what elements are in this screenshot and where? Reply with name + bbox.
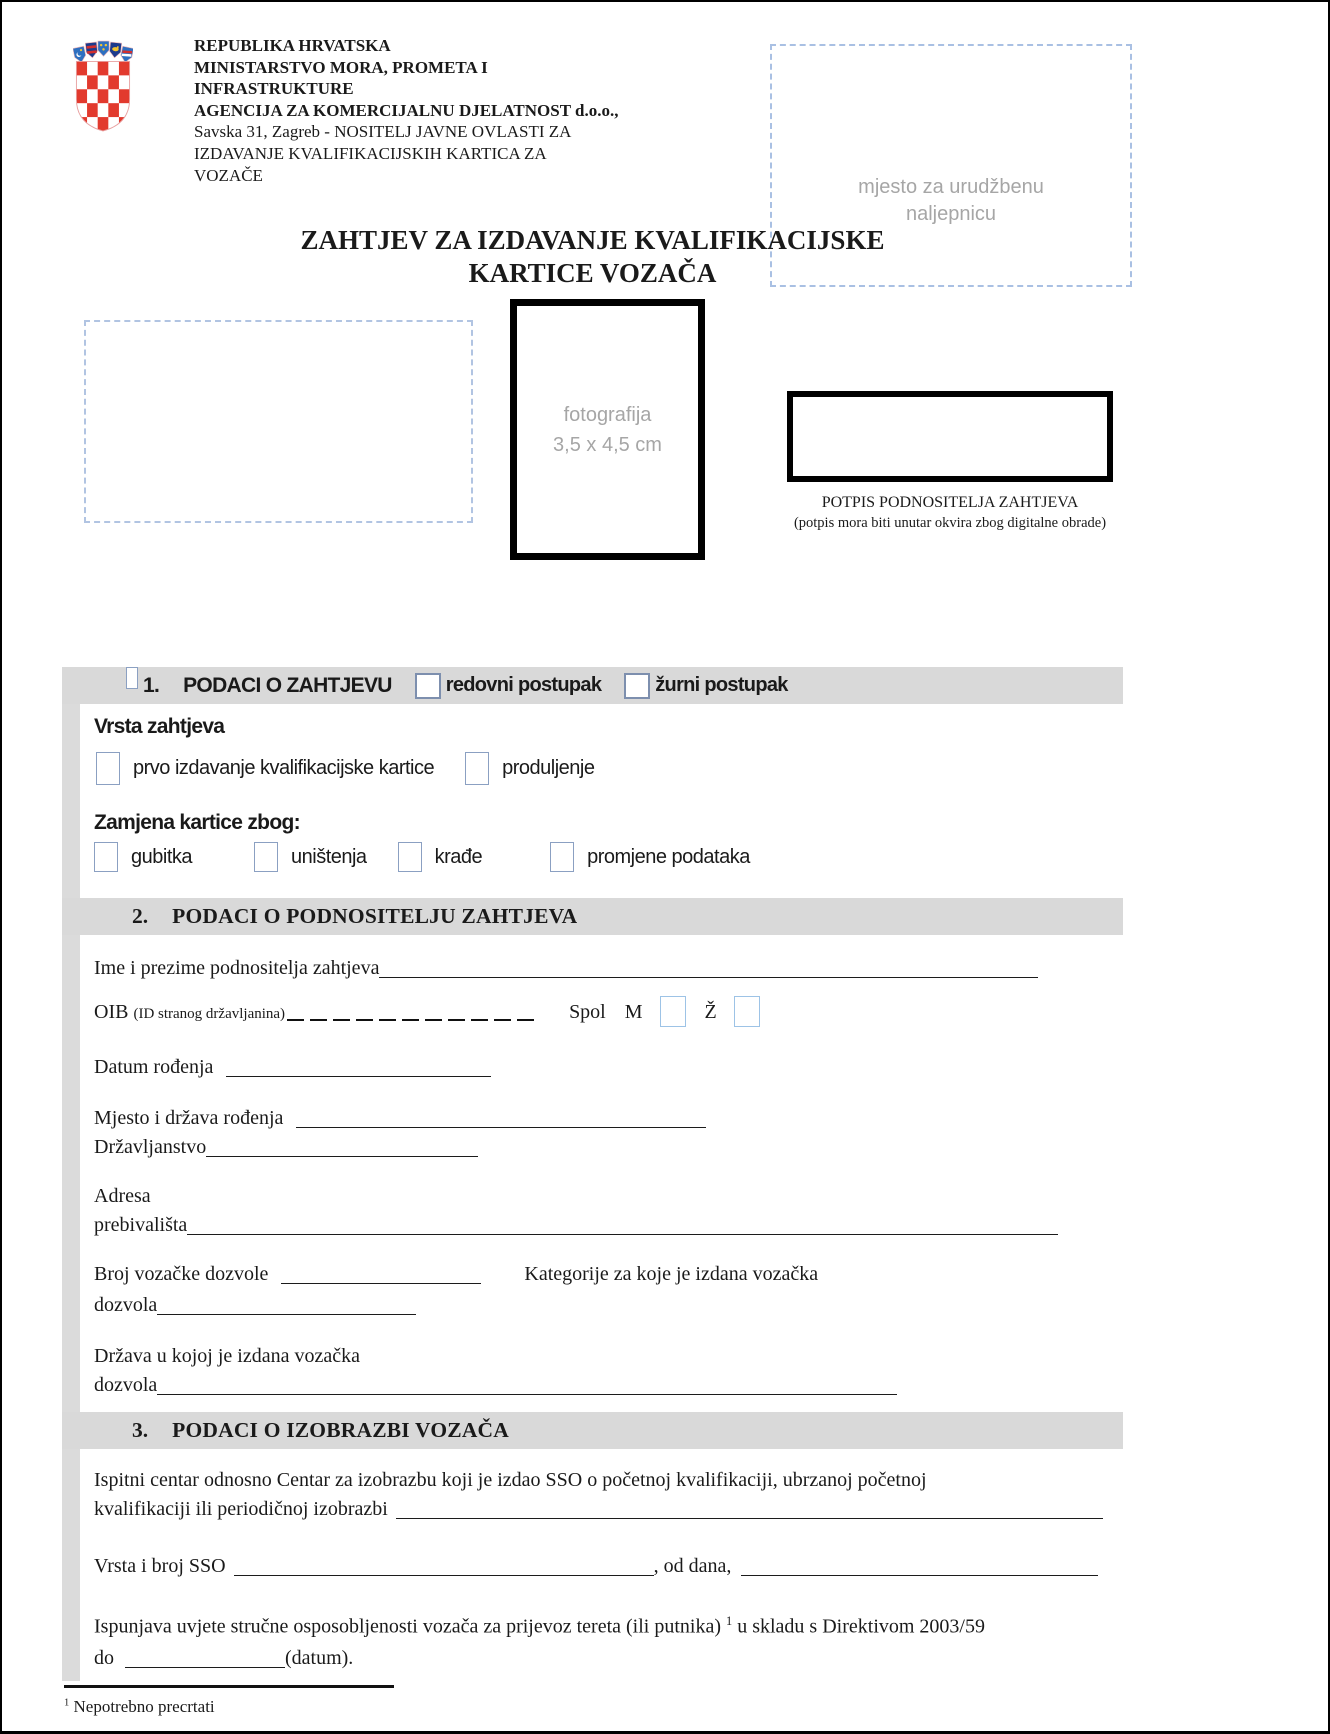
- field-address-label-row: [94, 1183, 1123, 1210]
- field-oib-row: [94, 996, 1123, 1028]
- signature-caption: [757, 493, 1143, 533]
- sex-female-label: Ž: [704, 1001, 717, 1023]
- name-label: Ime i prezime podnositelja zahtjeva: [94, 957, 380, 979]
- checkbox-promjene-podataka[interactable]: [550, 842, 574, 872]
- footnote-label: Nepotrebno precrtati: [73, 1697, 215, 1716]
- training-center-paragraph-line2: [94, 1496, 1123, 1523]
- oib-label: OIB: [94, 1001, 129, 1023]
- zamjena-options-row: [94, 842, 1123, 872]
- name-input-line[interactable]: [379, 977, 1038, 978]
- option-produljenje: [465, 752, 594, 785]
- sso-date-input-line[interactable]: [741, 1575, 1098, 1576]
- oib-digit-slot[interactable]: [333, 1019, 350, 1021]
- licence-categories-label: Kategorije za koje je izdana vozačka: [524, 1263, 819, 1285]
- oib-digit-slot[interactable]: [379, 1019, 396, 1021]
- checkbox-gubitka[interactable]: [94, 842, 118, 872]
- qualification-text-post: u skladu s Direktivom 2003/59: [737, 1615, 985, 1638]
- citizenship-label: Državljanstvo: [94, 1136, 207, 1158]
- section3-number: 3.: [132, 1418, 149, 1442]
- oib-digit-slot[interactable]: [471, 1019, 488, 1021]
- training-center-text: Ispitni centar odnosno Centar za izobrazbu koji je izdao SSO o početnoj kvalifikaciji, ubrzanoj početnoj: [94, 1469, 927, 1491]
- label-redovni-postupak: redovni postupak: [445, 674, 602, 696]
- photo-placeholder-label: [553, 400, 662, 460]
- label-promjene-podataka: promjene podataka: [587, 845, 750, 868]
- oib-digit-slot[interactable]: [425, 1019, 442, 1021]
- org-line: Savska 31, Zagreb - NOSITELJ JAVNE OVLASTI ZA: [194, 122, 572, 142]
- org-line: MINISTARSTVO MORA, PROMETA I: [194, 57, 488, 77]
- section3-header: [62, 1412, 1123, 1449]
- until-date-input-line[interactable]: [125, 1648, 285, 1668]
- org-line: AGENCIJA ZA KOMERCIJALNU DJELATNOST d.o.o.,: [194, 100, 619, 120]
- photo-label-line2: 3,5 x 4,5 cm: [553, 433, 662, 456]
- checkbox-zurni-postupak[interactable]: [624, 673, 650, 699]
- signature-caption-note: (potpis mora biti unutar okvira zbog digitalne obrade): [793, 515, 1107, 531]
- until-label: do: [94, 1646, 114, 1669]
- sso-input-line[interactable]: [234, 1575, 654, 1576]
- sex-male-label: M: [624, 1001, 643, 1023]
- licence-categories-cont-label: dozvola: [94, 1294, 158, 1316]
- licence-categories-input-line[interactable]: [157, 1295, 416, 1315]
- birthplace-input-line[interactable]: [296, 1108, 706, 1128]
- field-birthdate-row: [94, 1054, 1123, 1081]
- field-citizenship-row: [94, 1134, 1123, 1161]
- address-label-line2: prebivališta: [94, 1214, 188, 1236]
- qualification-text-pre: Ispunjava uvjete stručne osposobljenosti vozača za prijevoz tereta (ili putnika): [94, 1615, 722, 1638]
- datum-suffix: (datum).: [285, 1646, 354, 1669]
- qualification-paragraph-line1: [94, 1608, 1123, 1641]
- licence-country-label-line1: Država u kojoj je izdana vozačka: [94, 1345, 360, 1367]
- vrsta-zahtjeva-label: Vrsta zahtjeva: [94, 715, 225, 738]
- section1-header: [62, 667, 1123, 704]
- checkbox-prvo-izdavanje-kvalifikacijske-kartice[interactable]: [96, 752, 120, 785]
- oib-digit-slot[interactable]: [517, 1019, 534, 1021]
- checkbox-kra-e[interactable]: [398, 842, 422, 872]
- oib-dash-line: [287, 1019, 540, 1021]
- org-line: INFRASTRUKTURE: [194, 79, 354, 99]
- form-title-line1: ZAHTJEV ZA IZDAVANJE KVALIFIKACIJSKE: [300, 225, 885, 255]
- artifact-box-icon: [126, 667, 138, 689]
- sex-label: Spol: [569, 1001, 606, 1023]
- field-licence-number-row: [94, 1261, 1123, 1288]
- birthplace-label: Mjesto i država rođenja: [94, 1107, 284, 1129]
- field-sso-row: [94, 1553, 1123, 1580]
- option-prvo-izdavanje-kvalifikacijske-kartice: [96, 752, 434, 785]
- section2-body: [62, 935, 1123, 1412]
- label-uni-tenja: uništenja: [291, 845, 367, 868]
- section3-body: [62, 1449, 1123, 1681]
- licence-number-input-line[interactable]: [281, 1264, 481, 1284]
- checkbox-uni-tenja[interactable]: [254, 842, 278, 872]
- org-line: REPUBLIKA HRVATSKA: [194, 36, 391, 55]
- footnote-text: [64, 1697, 394, 1717]
- croatia-coat-of-arms: [73, 40, 133, 132]
- checkbox-produljenje[interactable]: [465, 752, 489, 785]
- empty-dashed-area: [84, 320, 473, 523]
- photo-placeholder-box: [510, 299, 705, 560]
- oib-digit-slot[interactable]: [287, 1019, 304, 1021]
- birthdate-label: Datum rođenja: [94, 1056, 214, 1078]
- section1-title: PODACI O ZAHTJEVU: [183, 673, 392, 697]
- oib-digit-slot[interactable]: [448, 1019, 465, 1021]
- org-line: IZDAVANJE KVALIFIKACIJSKIH KARTICA ZA: [194, 143, 547, 163]
- checkbox-sex-female[interactable]: [734, 996, 760, 1027]
- sso-date-label: , od dana,: [653, 1555, 732, 1577]
- birthdate-input-line[interactable]: [226, 1057, 491, 1077]
- oib-digit-slot[interactable]: [402, 1019, 419, 1021]
- footnote-number: 1: [64, 1697, 70, 1709]
- form-title: [62, 224, 1123, 290]
- oib-digit-slot[interactable]: [494, 1019, 511, 1021]
- zamjena-label: Zamjena kartice zbog:: [94, 811, 300, 834]
- registration-sticker-label: mjesto za urudžbenu naljepnicu: [858, 175, 1044, 225]
- section2-header: [62, 898, 1123, 935]
- option-kra-e: [398, 842, 483, 872]
- field-licence-country-label-row: [94, 1343, 1123, 1370]
- section2-title: PODACI O PODNOSITELJU ZAHTJEVA: [172, 904, 578, 928]
- footnote-rule: [64, 1685, 394, 1688]
- footnote-ref: 1: [726, 1614, 733, 1628]
- photo-label-line1: fotografija: [563, 403, 652, 426]
- training-center-paragraph-line1: [94, 1467, 1123, 1494]
- oib-note: (ID stranog državljanina): [133, 1006, 286, 1022]
- form-sections: [62, 667, 1123, 1681]
- option-uni-tenja: [254, 842, 367, 872]
- checkbox-sex-male[interactable]: [660, 996, 686, 1027]
- issuing-authority-block: [194, 35, 618, 186]
- label-prvo-izdavanje-kvalifikacijske-kartice: prvo izdavanje kvalifikacijske kartice: [133, 757, 435, 779]
- org-line: VOZAČE: [194, 165, 263, 185]
- licence-country-cont-label: dozvola: [94, 1374, 158, 1396]
- citizenship-input-line[interactable]: [206, 1137, 478, 1157]
- checkbox-redovni-postupak[interactable]: [415, 673, 441, 699]
- address-input-line[interactable]: [187, 1234, 1058, 1235]
- field-name-row: [94, 955, 1123, 982]
- section2-number: 2.: [132, 904, 149, 928]
- label-zurni-postupak: žurni postupak: [655, 674, 788, 696]
- field-address-row: [94, 1212, 1123, 1239]
- footnote: [64, 1685, 394, 1717]
- form-title-line2: KARTICE VOZAČA: [468, 258, 717, 288]
- licence-number-label: Broj vozačke dozvole: [94, 1263, 269, 1285]
- label-gubitka: gubitka: [131, 845, 192, 868]
- training-center-input-line[interactable]: [396, 1518, 1103, 1519]
- vrsta-options-row: [94, 752, 1123, 785]
- training-center-text-cont: kvalifikaciji ili periodičnoj izobrazbi: [94, 1498, 388, 1520]
- qualification-paragraph-line2: [94, 1645, 1123, 1672]
- section1-body: [62, 704, 1123, 898]
- sso-label: Vrsta i broj SSO: [94, 1555, 226, 1577]
- field-birthplace-row: [94, 1105, 1123, 1132]
- option-gubitka: [94, 842, 192, 872]
- oib-digit-slot[interactable]: [310, 1019, 327, 1021]
- label-kra-e: krađe: [434, 845, 483, 868]
- address-label-line1: Adresa: [94, 1185, 151, 1207]
- oib-digit-slot[interactable]: [356, 1019, 373, 1021]
- label-produljenje: produljenje: [502, 757, 595, 779]
- licence-country-input-line[interactable]: [157, 1375, 897, 1395]
- signature-box[interactable]: [787, 391, 1113, 482]
- section3-title: PODACI O IZOBRAZBI VOZAČA: [172, 1418, 509, 1442]
- signature-caption-main: POTPIS PODNOSITELJA ZAHTJEVA: [821, 494, 1079, 511]
- option-promjene-podataka: [550, 842, 750, 872]
- field-licence-categories-row: [94, 1292, 1123, 1319]
- section1-number: 1.: [143, 673, 160, 697]
- field-licence-country-row: [94, 1372, 1123, 1399]
